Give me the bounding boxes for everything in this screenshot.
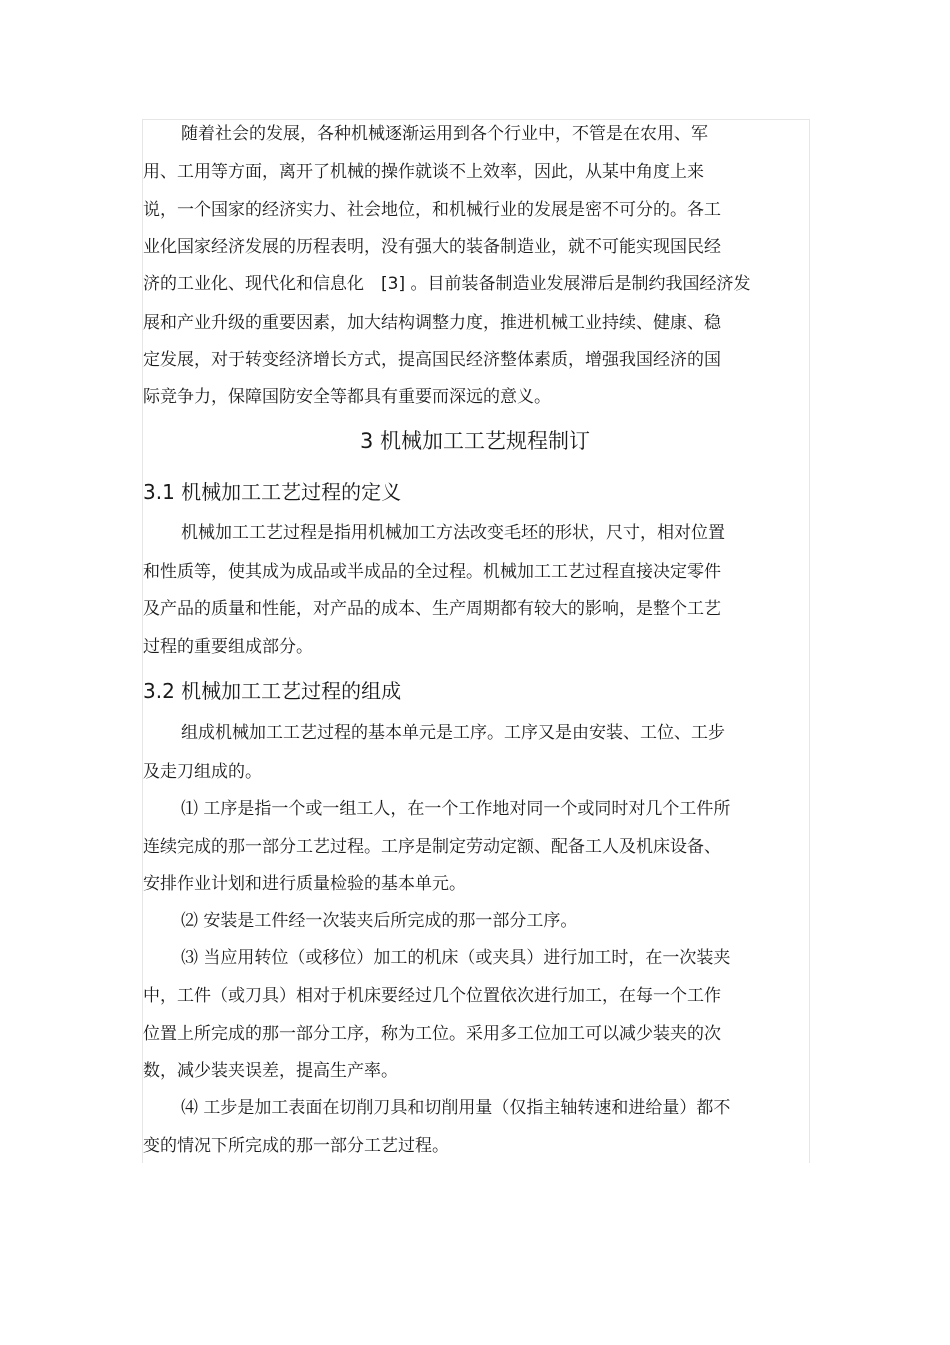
text-line: 安排作业计划和进行质量检验的基本单元。	[143, 874, 466, 894]
text-line: 变的情况下所完成的那一部分工艺过程。	[143, 1136, 449, 1156]
text-line: 和性质等，使其成为成品或半成品的全过程。机械加工工艺过程直接决定零件	[143, 562, 721, 582]
text-line: ⑷ 工步是加工表面在切削刀具和切削用量（仅指主轴转速和进给量）都不	[181, 1098, 731, 1118]
chapter-title: 3 机械加工工艺规程制订	[359, 429, 591, 453]
text-line: ⑵ 安装是工件经一次装夹后所完成的那一部分工序。	[181, 911, 578, 931]
text-line: 际竞争力，保障国防安全等都具有重要而深远的意义。	[143, 387, 551, 407]
section-heading-3-1: 3.1 机械加工工艺过程的定义	[143, 480, 402, 504]
text-line: 组成机械加工工艺过程的基本单元是工序。工序又是由安装、工位、工步	[181, 723, 725, 743]
text-line: 说，一个国家的经济实力、社会地位，和机械行业的发展是密不可分的。各工	[143, 200, 721, 220]
text-line: 定发展，对于转变经济增长方式，提高国民经济整体素质，增强我国经济的国	[143, 350, 721, 370]
text-line: 中，工件（或刀具）相对于机床要经过几个位置依次进行加工，在每一个工作	[143, 986, 721, 1006]
text-line: 及走刀组成的。	[143, 762, 262, 782]
text-line: 位置上所完成的那一部分工序，称为工位。采用多工位加工可以减少装夹的次	[143, 1024, 721, 1044]
section-heading-3-2: 3.2 机械加工工艺过程的组成	[143, 679, 402, 703]
text-line: ⑶ 当应用转位（或移位）加工的机床（或夹具）进行加工时，在一次装夹	[181, 948, 731, 968]
text-line: 济的工业化、现代化和信息化 [3] 。目前装备制造业发展滞后是制约我国经济发	[143, 274, 751, 294]
text-line: 机械加工工艺过程是指用机械加工方法改变毛坯的形状，尺寸，相对位置	[181, 523, 725, 543]
text-line: 过程的重要组成部分。	[143, 637, 313, 657]
text-line: 展和产业升级的重要因素，加大结构调整力度，推进机械工业持续、健康、稳	[143, 313, 721, 333]
text-line: 及产品的质量和性能，对产品的成本、生产周期都有较大的影响，是整个工艺	[143, 599, 721, 619]
text-line: 用、工用等方面，离开了机械的操作就谈不上效率，因此，从某中角度上来	[143, 162, 704, 182]
text-line: 业化国家经济发展的历程表明，没有强大的装备制造业，就不可能实现国民经	[143, 237, 721, 257]
text-line: ⑴ 工序是指一个或一组工人，在一个工作地对同一个或同时对几个工件所	[181, 799, 731, 819]
text-line: 随着社会的发展，各种机械逐渐运用到各个行业中，不管是在农用、军	[181, 124, 708, 144]
text-line: 连续完成的那一部分工艺过程。工序是制定劳动定额、配备工人及机床设备、	[143, 837, 721, 857]
text-line: 数，减少装夹误差，提高生产率。	[143, 1061, 398, 1081]
